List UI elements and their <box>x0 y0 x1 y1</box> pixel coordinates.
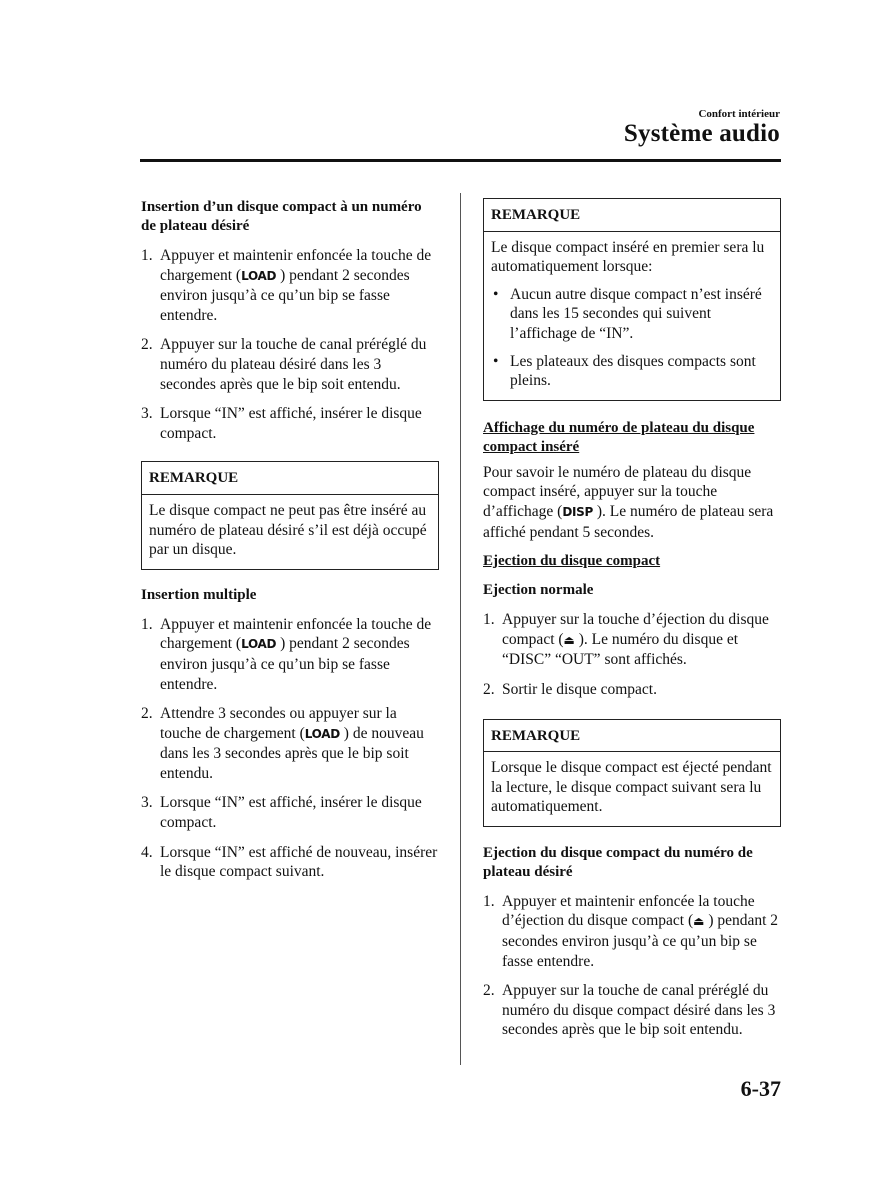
list-item <box>141 843 439 882</box>
step-text: ) pendant 2 secondes environ jusqu’à ce qu’un bip se fasse entendre. <box>160 635 410 693</box>
step-number: 4. <box>141 843 153 861</box>
note-body: Le disque compact ne peut pas être inséré au numéro de plateau désiré s’il est déjà occupé par un disque. <box>149 501 427 559</box>
step-text: Appuyer sur la touche d’éjection du disque compact ( <box>502 611 769 648</box>
step-text: ). Le numéro du disque et “DISC” “OUT” sont affichés. <box>502 630 739 669</box>
step-number: 2. <box>141 336 153 354</box>
step-number: 3. <box>141 794 153 812</box>
load-key-icon: LOAD <box>304 726 340 741</box>
eject-icon: ⏏ <box>693 914 705 929</box>
list-item <box>141 615 439 694</box>
left-column <box>141 198 439 882</box>
bullet-icon: • <box>493 285 499 303</box>
step-list <box>483 892 781 1040</box>
step-text: Appuyer et maintenir enfoncée la touche de chargement ( <box>160 247 432 284</box>
page-number: 6-37 <box>740 1076 781 1101</box>
step-number: 2. <box>483 982 495 1000</box>
bullet-text: Aucun autre disque compact n’est inséré dans les 15 secondes qui suivent l’affichage de “IN”. <box>510 285 762 342</box>
list-item <box>491 285 773 344</box>
step-text: Appuyer et maintenir enfoncée la touche de chargement ( <box>160 615 432 653</box>
paragraph-text: Pour savoir le numéro de plateau du disque compact inséré, appuyer sur la touche d’affichage ( <box>483 463 752 520</box>
note-title: REMARQUE <box>142 462 438 495</box>
step-number: 2. <box>483 680 495 698</box>
step-list <box>141 246 439 443</box>
section-heading: Insertion d’un disque compact à un numéro de plateau désiré <box>141 199 422 234</box>
step-text: Appuyer et maintenir enfoncée la touche d’éjection du disque compact ( <box>502 892 755 930</box>
step-text: Appuyer sur la touche de canal préréglé du numéro du disque compact désiré dans les 3 secondes après que le bip soit entendu. <box>502 982 776 1039</box>
section-heading: Affichage du numéro de plateau du disque compact inséré <box>483 419 755 455</box>
page-title: Système audio <box>623 120 780 147</box>
step-list <box>483 610 781 699</box>
list-item <box>483 610 781 670</box>
step-text: Attendre 3 secondes ou appuyer sur la touche de chargement ( <box>160 705 397 742</box>
right-column <box>483 198 781 1040</box>
section-heading: Ejection du disque compact du numéro de plateau désiré <box>483 844 753 880</box>
step-text: ) pendant 2 secondes environ jusqu’à ce qu’un bip se fasse entendre. <box>502 912 779 970</box>
note-body: Lorsque le disque compact est éjecté pendant la lecture, le disque compact suivant sera lu automatiquement. <box>491 759 772 816</box>
paragraph <box>483 463 781 542</box>
step-text: ) pendant 2 secondes environ jusqu’à ce qu’un bip se fasse entendre. <box>160 266 410 324</box>
step-text: Lorsque “IN” est affiché, insérer le disque compact. <box>160 794 422 832</box>
bullet-list <box>491 285 773 391</box>
paragraph-text: ). Le numéro de plateau sera affiché pendant 5 secondes. <box>483 502 774 541</box>
step-text: Lorsque “IN” est affiché de nouveau, insérer le disque compact suivant. <box>160 843 438 881</box>
step-number: 2. <box>141 705 153 723</box>
list-item <box>483 680 781 700</box>
step-number: 1. <box>483 611 495 629</box>
section-heading: Insertion multiple <box>141 586 257 603</box>
list-item <box>483 981 781 1040</box>
note-box <box>141 461 439 569</box>
subsection-heading: Ejection normale <box>483 582 594 599</box>
load-key-icon: LOAD <box>241 268 277 283</box>
list-item <box>141 335 439 394</box>
column-divider <box>460 193 461 1065</box>
eject-icon: ⏏ <box>563 632 575 647</box>
step-text: Appuyer sur la touche de canal préréglé du numéro du plateau désiré dans les 3 secondes après que le bip soit entendu. <box>160 336 427 393</box>
bullet-icon: • <box>493 352 499 370</box>
list-item <box>141 246 439 325</box>
section-label: Confort intérieur <box>698 108 780 120</box>
step-text: Lorsque “IN” est affiché, insérer le disque compact. <box>160 405 422 442</box>
note-body <box>484 232 780 400</box>
disp-key-icon: DISP <box>562 504 593 519</box>
header-rule <box>140 159 781 162</box>
step-list <box>141 615 439 882</box>
list-item <box>141 704 439 783</box>
step-number: 1. <box>483 892 495 910</box>
step-text: ) de nouveau dans les 3 secondes après que le bip soit entendu. <box>160 724 424 782</box>
note-intro: Le disque compact inséré en premier sera lu automatiquement lorsque: <box>491 238 765 276</box>
step-number: 1. <box>141 247 153 264</box>
section-heading: Ejection du disque compact <box>483 553 661 570</box>
note-title: REMARQUE <box>484 720 780 753</box>
step-number: 1. <box>141 615 153 633</box>
note-box <box>483 198 781 401</box>
note-box <box>483 719 781 827</box>
list-item <box>141 404 439 443</box>
list-item <box>141 793 439 832</box>
step-text: Sortir le disque compact. <box>502 680 657 698</box>
bullet-text: Les plateaux des disques compacts sont pleins. <box>510 352 756 390</box>
note-title: REMARQUE <box>484 199 780 232</box>
list-item <box>483 892 781 971</box>
list-item <box>491 352 773 391</box>
load-key-icon: LOAD <box>241 637 277 652</box>
step-number: 3. <box>141 405 153 423</box>
